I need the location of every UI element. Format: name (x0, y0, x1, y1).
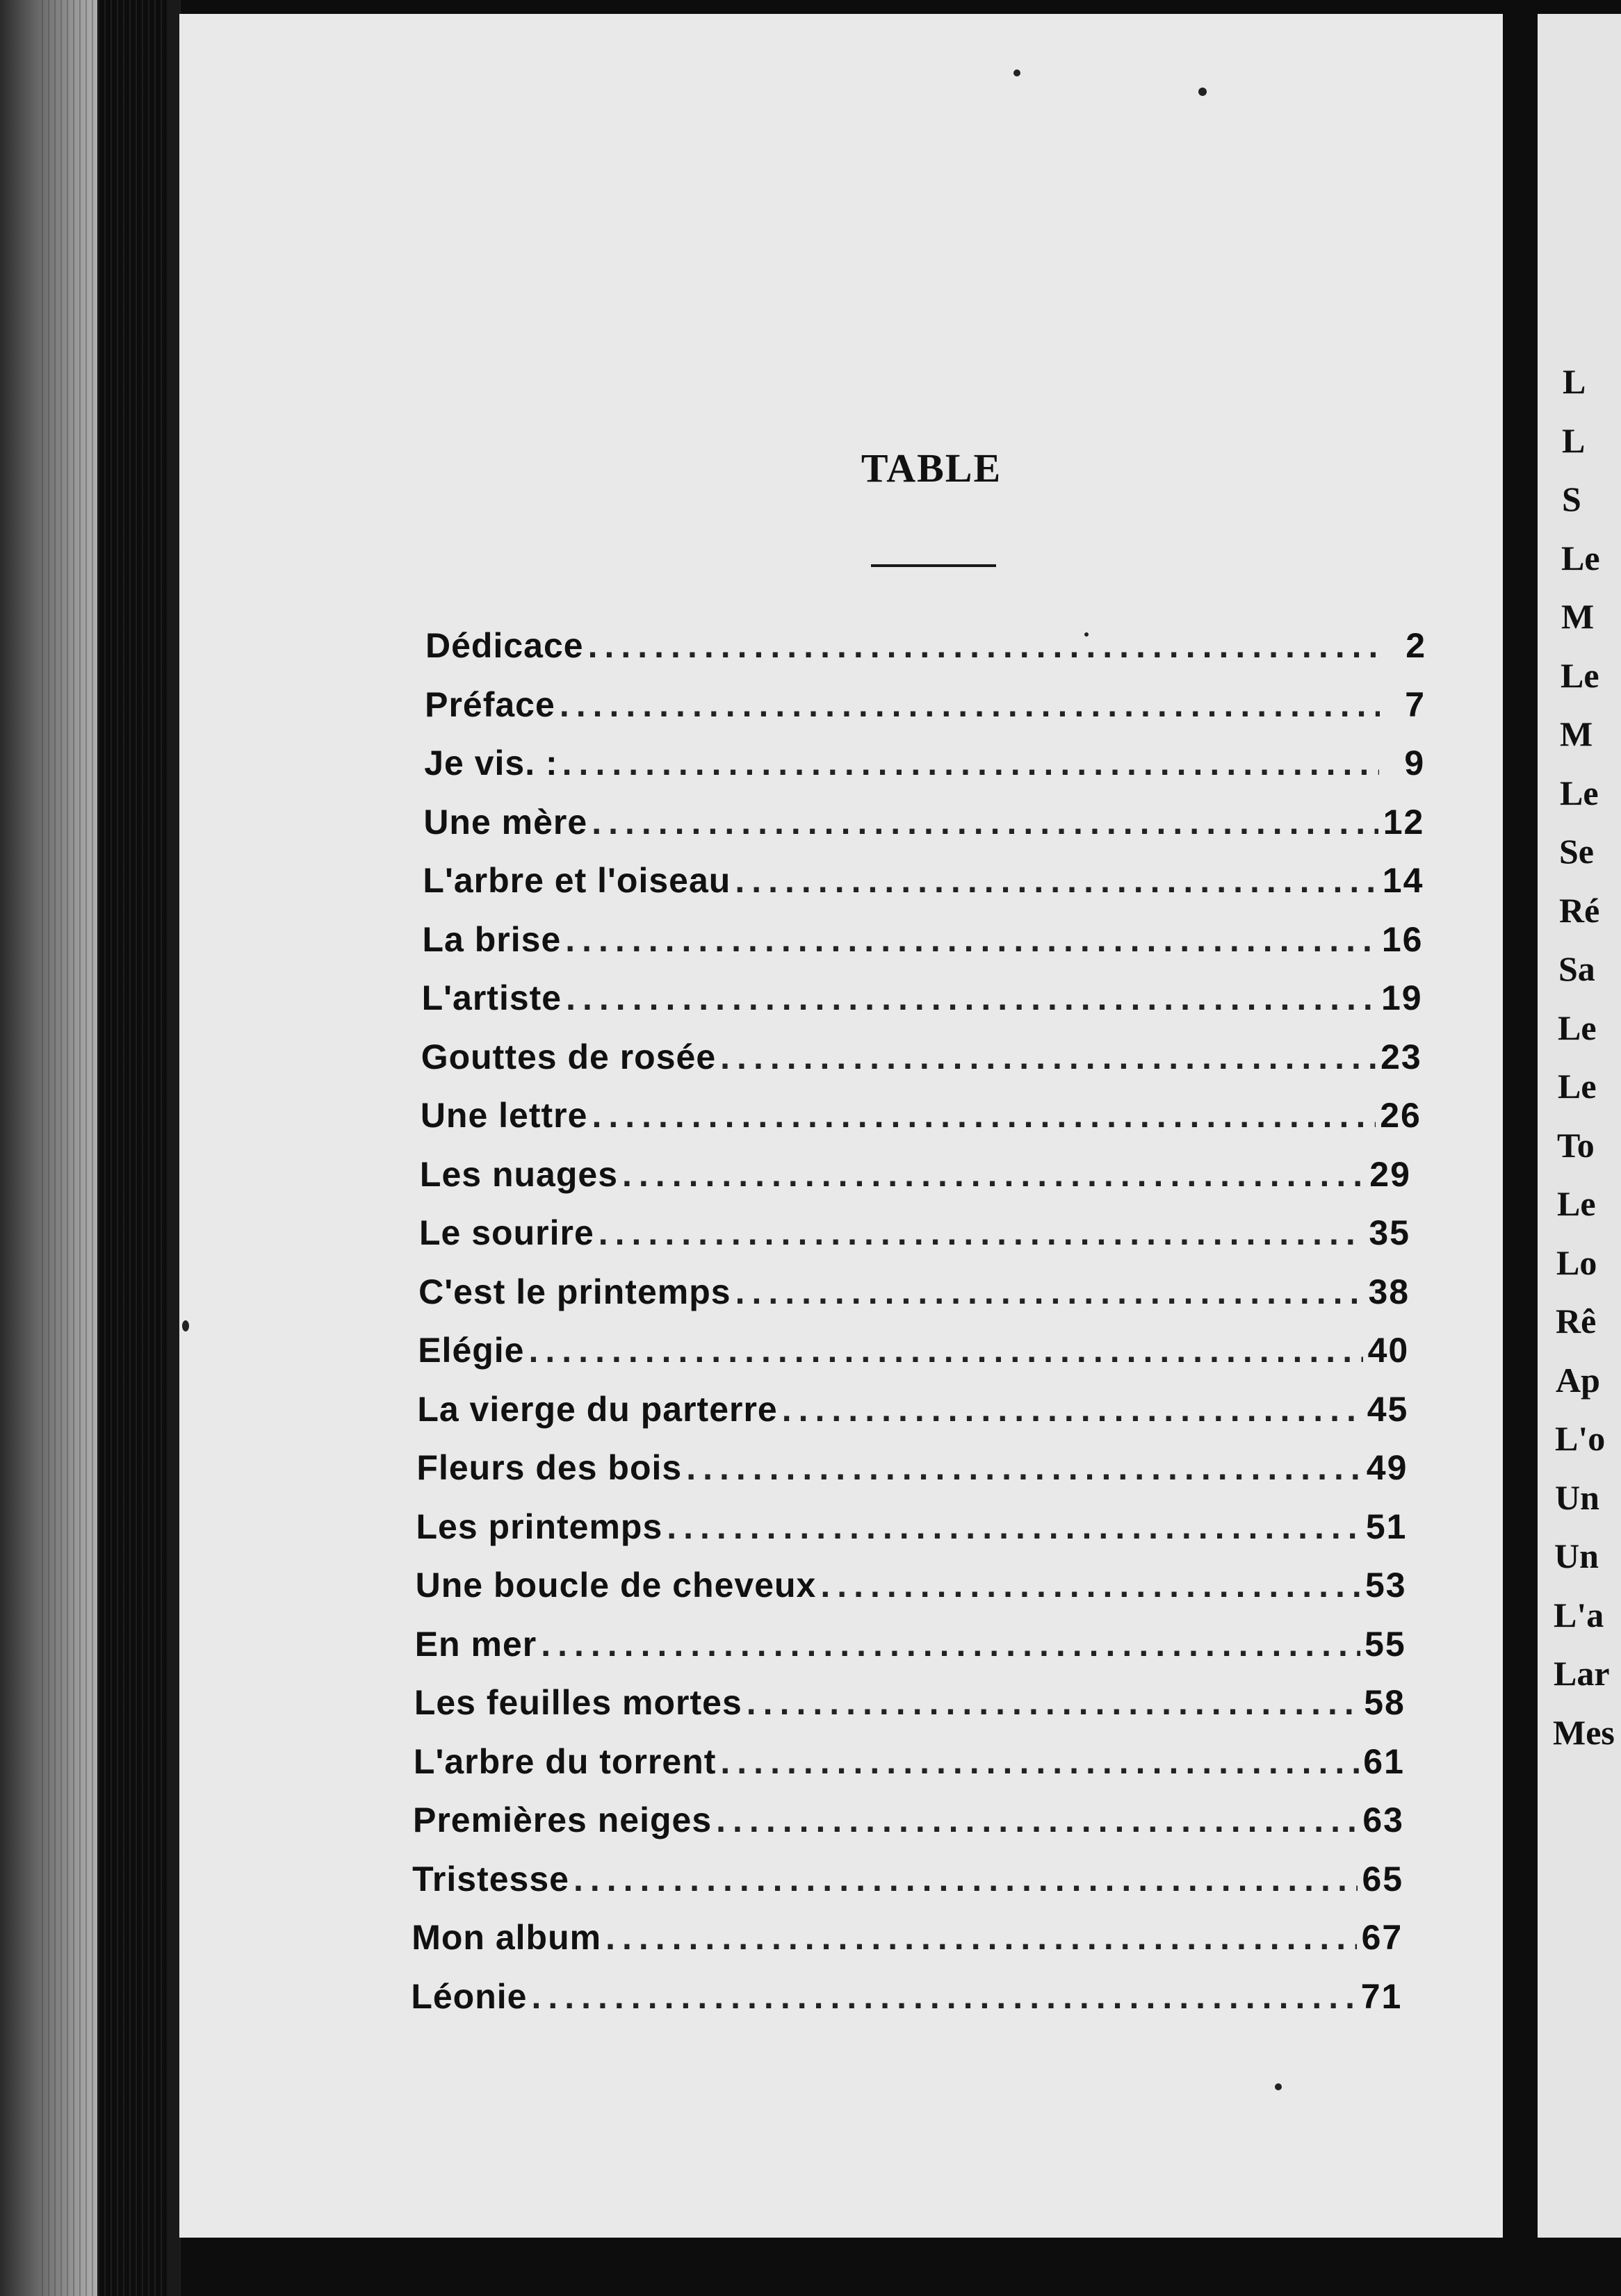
toc-leader-dots (605, 1917, 1357, 1958)
toc-entry (412, 1917, 1403, 1976)
adjacent-page-text-fragment: L'o (1555, 1419, 1606, 1458)
toc-entry (423, 919, 1424, 978)
page-title: TABLE (861, 445, 1002, 491)
toc-entry (415, 1624, 1406, 1683)
toc-entry-page-number: 71 (1360, 1976, 1403, 2016)
toc-leader-dots (529, 1330, 1364, 1370)
toc-entry-title: Tristesse (412, 1859, 569, 1899)
paper-speck (1013, 69, 1020, 76)
toc-entry-title: Une lettre (420, 1096, 588, 1135)
toc-entry-title: En mer (414, 1624, 537, 1664)
adjacent-page-text-fragment: Le (1561, 655, 1599, 695)
toc-entry-page-number: 2 (1406, 626, 1426, 665)
toc-entry-title: Le sourire (419, 1213, 594, 1252)
adjacent-page-text-fragment: Sa (1558, 949, 1595, 988)
toc-entry-page-number: 29 (1369, 1154, 1411, 1194)
toc-entry-page-number: 12 (1383, 802, 1425, 842)
adjacent-page-text-fragment: Mes (1553, 1712, 1615, 1752)
toc-entry-title: La brise (422, 919, 562, 959)
paper-speck (1198, 88, 1207, 96)
toc-leader-dots (592, 802, 1378, 842)
toc-leader-dots (735, 1272, 1365, 1312)
page-edge-lines (42, 0, 181, 2296)
toc-entry-page-number: 16 (1381, 919, 1424, 959)
toc-entry-title: L'arbre du torrent (413, 1741, 717, 1781)
toc-entry (412, 1859, 1403, 1918)
toc-entry-page-number: 63 (1362, 1801, 1404, 1839)
toc-entry (423, 860, 1424, 919)
page-gutter (167, 0, 179, 2296)
toc-leader-dots (531, 1976, 1356, 2017)
toc-entry (413, 1800, 1404, 1859)
toc-entry-title: Je vis. : (424, 744, 558, 782)
title-divider (871, 564, 996, 567)
toc-entry-page-number: 38 (1368, 1272, 1410, 1311)
toc-entry-page-number: 65 (1362, 1859, 1404, 1899)
toc-leader-dots (565, 919, 1377, 960)
toc-entry-title: Les feuilles mortes (414, 1683, 742, 1722)
toc-leader-dots (566, 978, 1376, 1018)
adjacent-page-text-fragment: Le (1558, 1008, 1597, 1047)
toc-entry (422, 978, 1423, 1037)
toc-entry (425, 684, 1426, 744)
toc-entry-title: Préface (425, 684, 555, 724)
toc-entry-title: Les nuages (419, 1154, 619, 1194)
toc-entry-title: Mon album (412, 1918, 602, 1957)
toc-entry-title: Une boucle de cheveux (415, 1566, 817, 1605)
toc-entry-title: Dédicace (425, 626, 584, 665)
adjacent-page-text-fragment: Rê (1556, 1302, 1597, 1340)
adjacent-page-text-fragment: Se (1559, 832, 1594, 871)
paper-speck (1275, 2083, 1282, 2090)
toc-entry-title: L'arbre et l'oiseau (423, 861, 731, 900)
toc-leader-dots (667, 1507, 1361, 1547)
adjacent-page-text-fragment: Ap (1556, 1360, 1600, 1400)
toc-entry-title: C'est le printemps (418, 1272, 731, 1311)
adjacent-page-text-fragment: M (1560, 714, 1593, 753)
toc-entry (418, 1330, 1409, 1389)
toc-leader-dots (782, 1389, 1363, 1429)
toc-entry (416, 1565, 1407, 1624)
toc-entry-page-number: 51 (1365, 1507, 1408, 1546)
toc-entry-page-number: 58 (1364, 1683, 1406, 1722)
toc-entry-page-number: 35 (1369, 1213, 1410, 1252)
toc-leader-dots (720, 1741, 1359, 1782)
toc-entry-title: Une mère (423, 802, 588, 842)
toc-entry-title: Premières neiges (413, 1801, 712, 1839)
toc-entry-title: Gouttes de rosée (421, 1037, 717, 1076)
toc-entry (424, 743, 1425, 802)
adjacent-page-text-fragment: Un (1555, 1477, 1599, 1517)
toc-entry (419, 1213, 1410, 1272)
toc-leader-dots (562, 743, 1380, 783)
toc-leader-dots (747, 1682, 1360, 1723)
toc-entry-page-number: 49 (1366, 1448, 1408, 1487)
toc-entry (421, 1037, 1422, 1096)
toc-entry (421, 1095, 1422, 1154)
adjacent-page-text-fragment: S (1562, 479, 1581, 518)
adjacent-page-text-fragment: Ré (1559, 890, 1600, 930)
toc-leader-dots (820, 1565, 1360, 1605)
toc-entry-page-number: 55 (1365, 1624, 1406, 1664)
toc-entry-title: Léonie (411, 1976, 528, 2016)
toc-leader-dots (686, 1448, 1362, 1488)
toc-leader-dots (720, 1037, 1376, 1077)
toc-entry (423, 802, 1424, 861)
adjacent-page-text-fragment: L (1563, 362, 1586, 401)
toc-leader-dots (622, 1154, 1365, 1195)
toc-entry (416, 1448, 1408, 1507)
toc-entry-page-number: 53 (1365, 1566, 1407, 1605)
toc-entry-page-number: 67 (1361, 1918, 1403, 1957)
toc-leader-dots (560, 684, 1380, 725)
toc-entry-page-number: 14 (1382, 861, 1424, 900)
toc-leader-dots (541, 1624, 1360, 1664)
adjacent-page-text-fragment: Un (1554, 1536, 1599, 1575)
toc-leader-dots (588, 625, 1380, 666)
toc-entry (414, 1741, 1405, 1801)
toc-entry-page-number: 61 (1363, 1741, 1405, 1781)
toc-entry-page-number: 26 (1380, 1096, 1422, 1135)
toc-entry-page-number: 9 (1404, 744, 1426, 782)
toc-entry-page-number: 40 (1367, 1331, 1410, 1370)
toc-entry (411, 1976, 1402, 2035)
adjacent-page-text-fragment: Lo (1556, 1243, 1597, 1282)
toc-entry-title: Elégie (418, 1331, 525, 1370)
toc-leader-dots (573, 1859, 1358, 1899)
adjacent-page-text-fragment: Le (1557, 1184, 1596, 1223)
toc-entry-title: L'artiste (421, 978, 562, 1017)
adjacent-page-text-fragment: Le (1561, 538, 1600, 577)
adjacent-page-text-fragment: Le (1560, 773, 1599, 812)
toc-entry (417, 1389, 1408, 1448)
adjacent-page-text-fragment: M (1561, 597, 1595, 636)
toc-entry-page-number: 19 (1380, 978, 1423, 1017)
toc-leader-dots (598, 1213, 1365, 1253)
toc-entry (425, 625, 1426, 684)
adjacent-page-text-fragment: Lar (1554, 1654, 1610, 1693)
toc-entry-title: La vierge du parterre (417, 1389, 778, 1429)
adjacent-page-text-fragment: L'a (1554, 1595, 1604, 1634)
paper-speck (1084, 632, 1089, 637)
toc-entry-page-number: 23 (1380, 1037, 1422, 1076)
adjacent-page-text-fragment: To (1557, 1125, 1595, 1165)
toc-entry-title: Fleurs des bois (416, 1448, 683, 1487)
toc-leader-dots (735, 860, 1378, 901)
toc-leader-dots (592, 1095, 1375, 1135)
adjacent-page-text-fragment: Le (1558, 1067, 1597, 1106)
toc-leader-dots (716, 1800, 1358, 1840)
toc-entry (420, 1154, 1411, 1213)
toc-entry (414, 1682, 1406, 1741)
toc-entry-title: Les printemps (416, 1507, 663, 1546)
toc-entry-page-number: 7 (1405, 684, 1426, 724)
toc-entry-page-number: 45 (1367, 1389, 1409, 1429)
adjacent-page (1538, 14, 1621, 2238)
table-of-contents (411, 625, 1426, 2035)
paper-speck (182, 1320, 189, 1331)
toc-entry (418, 1272, 1410, 1331)
toc-entry (416, 1507, 1408, 1566)
adjacent-page-text-fragment: L (1562, 420, 1586, 460)
